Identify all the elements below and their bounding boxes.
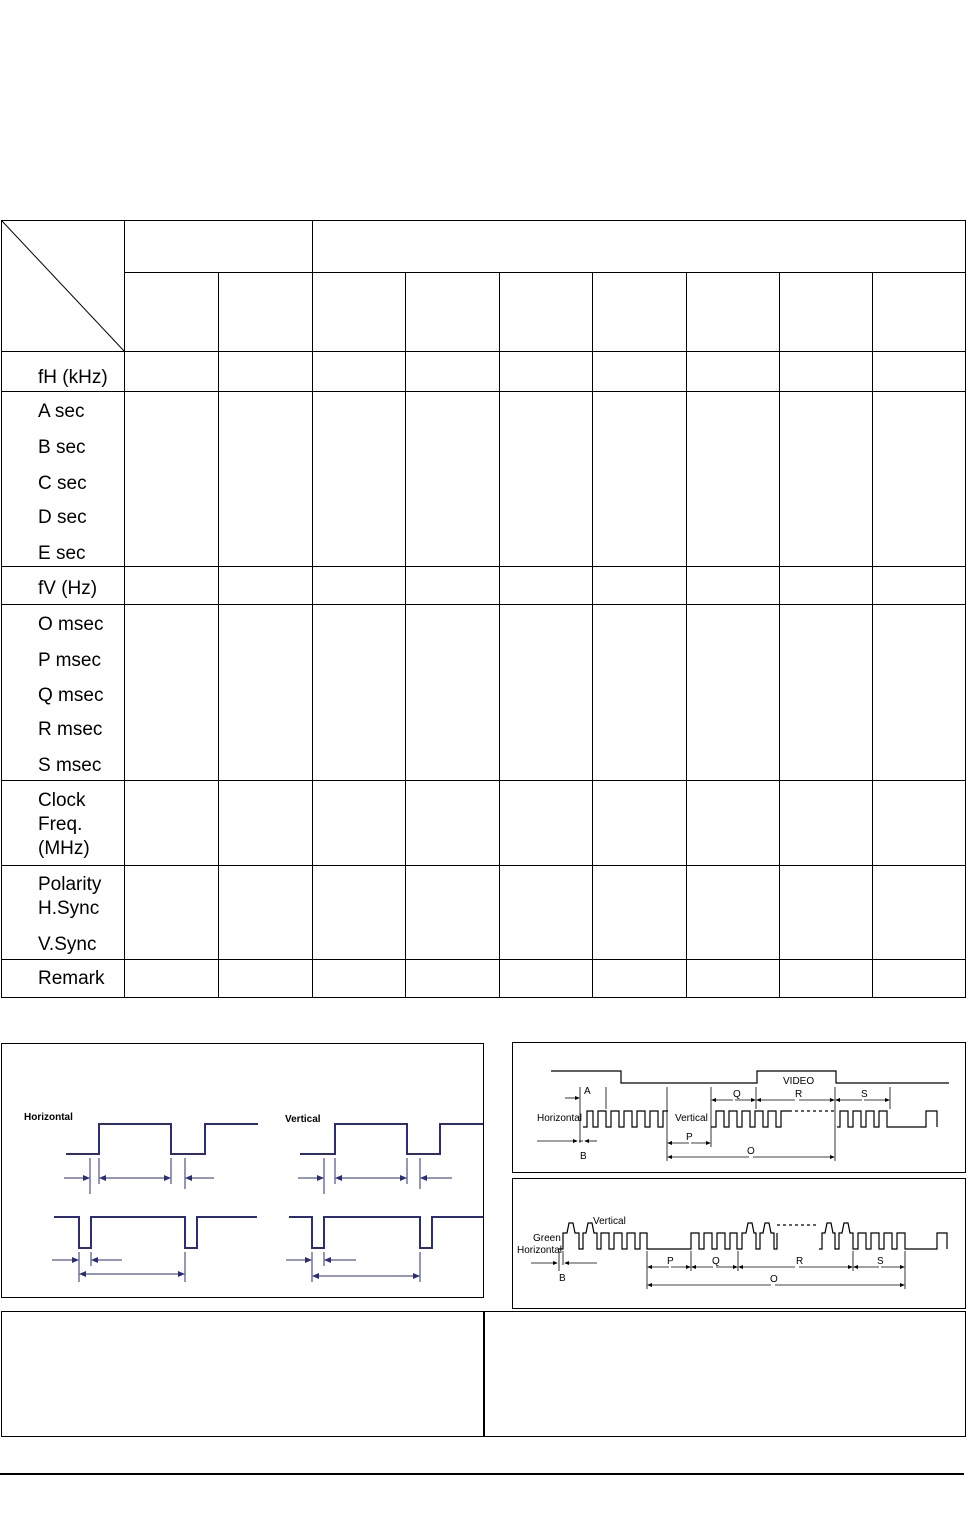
- corner-cell: [2, 221, 125, 352]
- horizontal-pulse-train: [583, 1111, 937, 1127]
- table-row: [2, 567, 966, 605]
- letter-p: P: [686, 1132, 693, 1143]
- row-label-vertical-msec: [2, 605, 125, 780]
- subheader-cell: [219, 273, 313, 352]
- video-waveform: [551, 1071, 949, 1083]
- subheader-cell: [125, 273, 219, 352]
- row-label-line: O msec: [38, 614, 104, 636]
- row-label-clock: [2, 780, 125, 865]
- table-row: [2, 605, 966, 780]
- row-label-line: B sec: [38, 437, 86, 459]
- dimension-arrows: [52, 1158, 452, 1282]
- row-label-line: fV (Hz): [38, 578, 98, 600]
- table-header-row: [2, 221, 966, 273]
- signal-waveforms: [54, 1124, 483, 1248]
- row-label-line: Freq.: [38, 813, 83, 835]
- table-subheader-row: [2, 273, 966, 352]
- corner-diagonal: [2, 221, 125, 352]
- video-label: VIDEO: [783, 1076, 815, 1087]
- vertical-label: Vertical: [285, 1114, 321, 1125]
- vertical-label: Vertical: [593, 1216, 626, 1227]
- row-label-line: H.Sync: [38, 897, 100, 919]
- letter-p: P: [667, 1256, 674, 1267]
- row-label-polarity: [2, 865, 125, 959]
- row-label-line: R msec: [38, 719, 103, 741]
- letter-r: R: [796, 1256, 804, 1267]
- timing-table: [1, 220, 966, 998]
- letter-s: S: [861, 1089, 868, 1100]
- horizontal-label: Horizontal: [517, 1245, 563, 1256]
- letter-b: B: [580, 1151, 587, 1162]
- timing-letters: [559, 1256, 884, 1285]
- row-label-remark: [2, 959, 125, 997]
- subheader-cell: [500, 273, 593, 352]
- note-box-right: [483, 1311, 966, 1437]
- row-label-line: Q msec: [38, 685, 104, 707]
- letter-a: A: [584, 1086, 591, 1097]
- vertical-label: Vertical: [675, 1113, 708, 1124]
- header-group-2: [313, 221, 966, 273]
- separate-sync-svg: [513, 1043, 965, 1172]
- subheader-cell: [406, 273, 500, 352]
- timing-arrows: [537, 1087, 890, 1161]
- letter-o: O: [770, 1274, 778, 1285]
- sync-timing-svg: [2, 1044, 483, 1297]
- row-label-fv: [2, 567, 125, 605]
- row-label-line: Remark: [38, 967, 105, 989]
- row-label-line: V.Sync: [38, 933, 97, 955]
- row-label-line: A sec: [38, 401, 85, 423]
- green-label: Green: [533, 1233, 561, 1244]
- note-box-left: [1, 1311, 485, 1437]
- subheader-cell: [780, 273, 873, 352]
- letter-q: Q: [712, 1256, 720, 1267]
- subheader-cell: [687, 273, 780, 352]
- subheader-cell: [873, 273, 966, 352]
- row-label-line: C sec: [38, 473, 87, 495]
- sync-on-green-diagram: [512, 1178, 966, 1309]
- row-label-line: Clock: [38, 789, 86, 811]
- row-label-horizontal-sec: [2, 392, 125, 567]
- separate-sync-diagram: [512, 1042, 966, 1173]
- row-label-line: Polarity: [38, 873, 102, 895]
- row-label-line: E sec: [38, 543, 86, 565]
- letter-q: Q: [733, 1089, 741, 1100]
- subheader-cell: [593, 273, 687, 352]
- table-row: [2, 865, 966, 959]
- letter-o: O: [747, 1146, 755, 1157]
- sync-on-green-svg: [513, 1179, 965, 1308]
- row-label-fh: [2, 352, 125, 392]
- header-group-1: [125, 221, 313, 273]
- horizontal-label: Horizontal: [24, 1112, 73, 1123]
- horizontal-label: Horizontal: [537, 1113, 583, 1124]
- footer-rule: [0, 1473, 964, 1475]
- table-row: [2, 780, 966, 865]
- subheader-cell: [313, 273, 406, 352]
- row-label-line: fH (kHz): [38, 367, 108, 389]
- row-label-line: P msec: [38, 650, 102, 672]
- row-label-line: (MHz): [38, 837, 90, 859]
- letter-b: B: [559, 1273, 566, 1284]
- sync-timing-diagram: [1, 1043, 484, 1298]
- row-label-line: S msec: [38, 755, 102, 777]
- table-row: [2, 352, 966, 392]
- table-row: [2, 959, 966, 997]
- letter-s: S: [877, 1256, 884, 1267]
- letter-r: R: [795, 1089, 803, 1100]
- table-row: [2, 392, 966, 567]
- row-label-line: D sec: [38, 507, 87, 529]
